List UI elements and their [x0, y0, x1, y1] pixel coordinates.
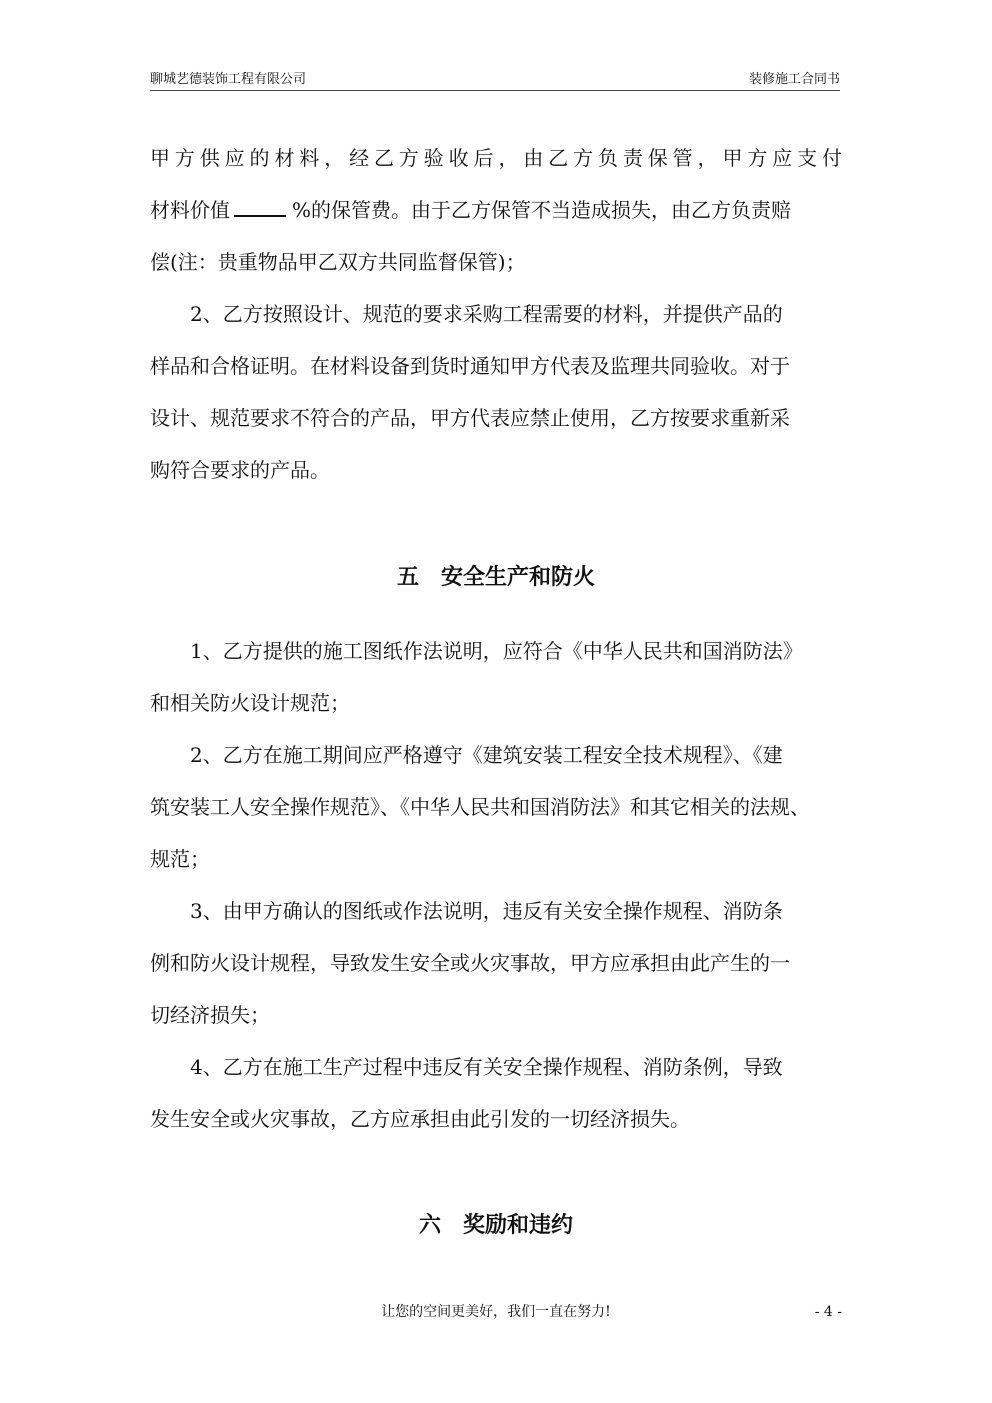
section5-heading [150, 560, 842, 591]
text-line: 筑安装工人安全操作规范》、《中华人民共和国消防法》和其它相关的法规、 [150, 795, 810, 819]
page-number: - 4 - [814, 1304, 842, 1320]
section4-tail [150, 140, 842, 504]
fill-in-blank [234, 197, 286, 217]
company-name: 聊城艺德装饰工程有限公司 [150, 72, 307, 87]
section-title: 安全生产和防火 [441, 565, 596, 590]
text-line: 发生安全或火灾事故，乙方应承担由此引发的一切经济损失。 [150, 1107, 690, 1131]
text-line [150, 192, 842, 244]
text-line: 4、乙方在施工生产过程中违反有关安全操作规程、消防条例，导致 [190, 1055, 783, 1079]
section-number: 五 [396, 565, 419, 590]
section5-body [150, 633, 842, 1153]
footer-slogan: 让您的空间更美好，我们一直在努力! [381, 1304, 611, 1320]
text-line: 偿(注：贵重物品甲乙双方共同监督保管)； [150, 250, 526, 274]
section-title: 奖励和违约 [463, 1213, 574, 1238]
text-line: 3、由甲方确认的图纸或作法说明，违反有关安全操作规程、消防条 [190, 899, 783, 923]
text-line: 设计、规范要求不符合的产品，甲方代表应禁止使用，乙方按要求重新采 [150, 406, 790, 430]
section-number: 六 [418, 1213, 441, 1238]
text-line: 规范； [150, 847, 210, 871]
text-line: 2、乙方在施工期间应严格遵守《建筑安装工程安全技术规程》、《建 [190, 743, 783, 767]
text-line: 样品和合格证明。在材料设备到货时通知甲方代表及监理共同验收。对于 [150, 354, 790, 378]
text-line: 购符合要求的产品。 [150, 458, 330, 482]
text-line: 切经济损失； [150, 1003, 270, 1027]
text-fragment: %的保管费。由于乙方保管不当造成损失，由乙方负责赔 [292, 198, 792, 222]
document-title: 装修施工合同书 [748, 72, 840, 87]
page-header [150, 72, 840, 91]
text-line: 1、乙方提供的施工图纸作法说明，应符合《中华人民共和国消防法》 [190, 639, 803, 663]
text-fragment: 材料价值 [150, 198, 230, 222]
text-line: 例和防火设计规程，导致发生安全或火灾事故，甲方应承担由此产生的一 [150, 951, 790, 975]
text-line: 甲方供应的材料，经乙方验收后，由乙方负责保管，甲方应支付 [150, 146, 842, 170]
text-line: 和相关防火设计规范； [150, 691, 350, 715]
section6-heading [150, 1208, 842, 1239]
text-line: 2、乙方按照设计、规范的要求采购工程需要的材料，并提供产品的 [190, 302, 783, 326]
